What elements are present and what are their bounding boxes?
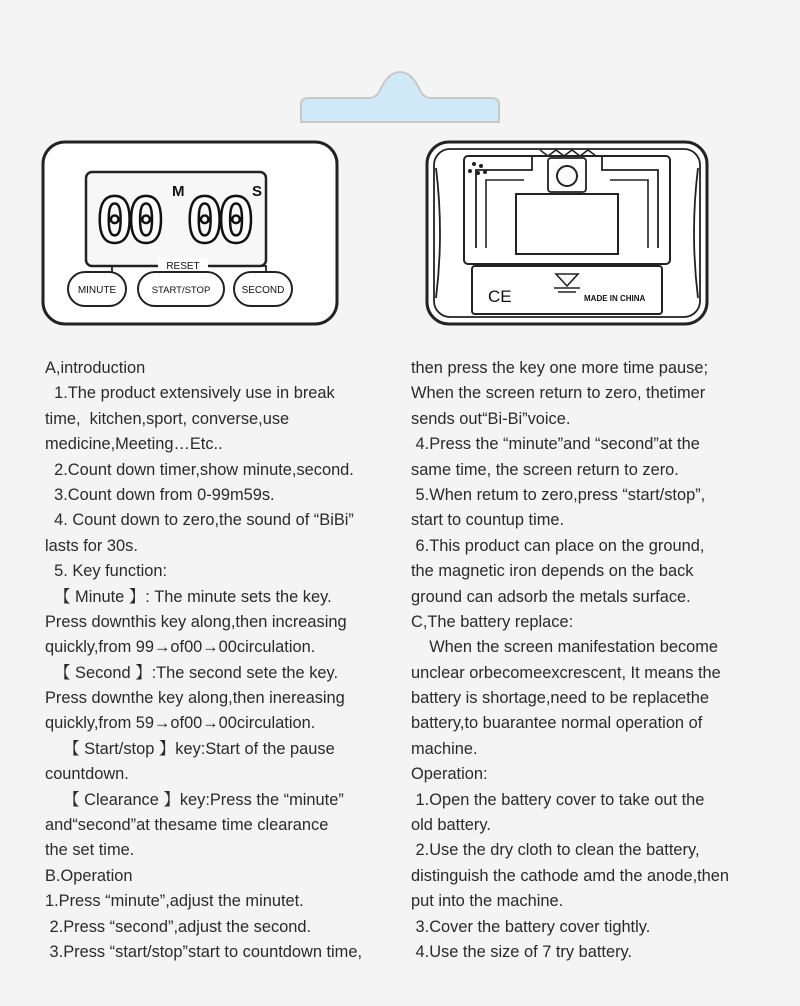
right-column-line: 4.Press the “minute”and “second”at the (411, 435, 700, 454)
left-column-line: and“second”at thesame time clearance (45, 816, 329, 835)
left-column-line: 5. Key function: (45, 562, 168, 581)
right-column-line: When the screen return to zero, thetimer (411, 384, 706, 403)
left-column-line: 4. Count down to zero,the sound of “BiBi” (45, 511, 354, 530)
right-column-line: battery is shortage,need to be replacethe (411, 689, 709, 708)
right-column-line: unclear orbecomeexcrescent, It means the (411, 663, 721, 682)
hang-hole (297, 68, 503, 126)
display-seconds: 00 (186, 184, 249, 257)
left-column-line: time, kitchen,sport, converse,use (45, 409, 290, 428)
left-column-line: medicine,Meeting…Etc.. (45, 435, 223, 454)
left-column-line: Press downthe key along,then inereasing (45, 689, 345, 708)
made-in-china-label: MADE IN CHINA (584, 294, 646, 303)
left-column-line: 2.Press “second”,adjust the second. (45, 917, 312, 936)
right-column-line: sends out“Bi-Bi”voice. (411, 409, 571, 428)
right-column-line: distinguish the cathode amd the anode,then (411, 866, 730, 885)
right-column-line: same time, the screen return to zero. (411, 460, 679, 479)
left-column-line: lasts for 30s. (45, 536, 138, 555)
left-column-line: A,introduction (45, 359, 146, 377)
left-column-line: B.Operation (45, 866, 133, 885)
instructions-right-column (411, 356, 771, 965)
right-column-line: 6.This product can place on the ground, (411, 536, 705, 555)
right-column-line: battery,to buarantee normal operation of (411, 714, 703, 733)
left-column-line: Press downthis key along,then increasing (45, 612, 347, 631)
right-column-line: old battery. (411, 816, 491, 835)
ce-mark: CE (488, 287, 512, 306)
right-column-line: 3.Cover the battery cover tightly. (411, 917, 651, 936)
left-column-line: countdown. (45, 765, 129, 784)
right-column-line: ground can adsorb the metals surface. (411, 587, 691, 606)
right-column-line: then press the key one more time pause; (411, 359, 709, 377)
right-column-line: the magnetic iron depends on the back (411, 562, 694, 581)
left-column-line: 2.Count down timer,show minute,second. (45, 460, 354, 479)
right-column-line: machine. (411, 739, 478, 758)
right-column-line: Operation: (411, 765, 488, 784)
right-column-line: 2.Use the dry cloth to clean the battery, (411, 841, 700, 860)
timer-front-diagram (40, 138, 340, 328)
start-stop-button: START/STOP (151, 285, 211, 296)
left-column-line: quickly,from 99→of00→00circulation. (45, 638, 316, 657)
left-column-line: 【 Second 】:The second sete the key. (45, 663, 339, 682)
reset-label: RESET (166, 261, 200, 272)
display-minutes: 00 (96, 184, 159, 257)
timer-back-diagram (424, 138, 710, 328)
instructions-left-column (45, 356, 395, 965)
left-column-line: the set time. (45, 841, 135, 860)
left-column-line: 3.Press “start/stop”start to countdown time, (45, 942, 363, 961)
right-column-line: 4.Use the size of 7 try battery. (411, 942, 633, 961)
left-column-line: 1.The product extensively use in break (45, 384, 335, 403)
display-second-marker: S (252, 183, 263, 200)
left-column-line: 【 Clearance 】key:Press the “minute” (45, 790, 344, 809)
second-button: SECOND (241, 285, 285, 296)
minute-button: MINUTE (77, 285, 117, 296)
left-column-line: 【 Start/stop 】key:Start of the pause (45, 739, 335, 758)
right-column-line: 5.When retum to zero,press “start/stop”, (411, 485, 706, 504)
left-column-line: 3.Count down from 0-99m59s. (45, 485, 275, 504)
left-column-line: 1.Press “minute”,adjust the minutet. (45, 892, 304, 911)
left-column-line: quickly,from 59→of00→00circulation. (45, 714, 316, 733)
display-minute-marker: M (172, 183, 185, 200)
right-column-line: put into the machine. (411, 892, 564, 911)
right-column-line: 1.Open the battery cover to take out the (411, 790, 705, 809)
left-column-line: 【 Minute 】: The minute sets the key. (45, 587, 332, 606)
right-column-line: When the screen manifestation become (411, 638, 719, 657)
right-column-line: C,The battery replace: (411, 612, 574, 631)
right-column-line: start to countup time. (411, 511, 565, 530)
